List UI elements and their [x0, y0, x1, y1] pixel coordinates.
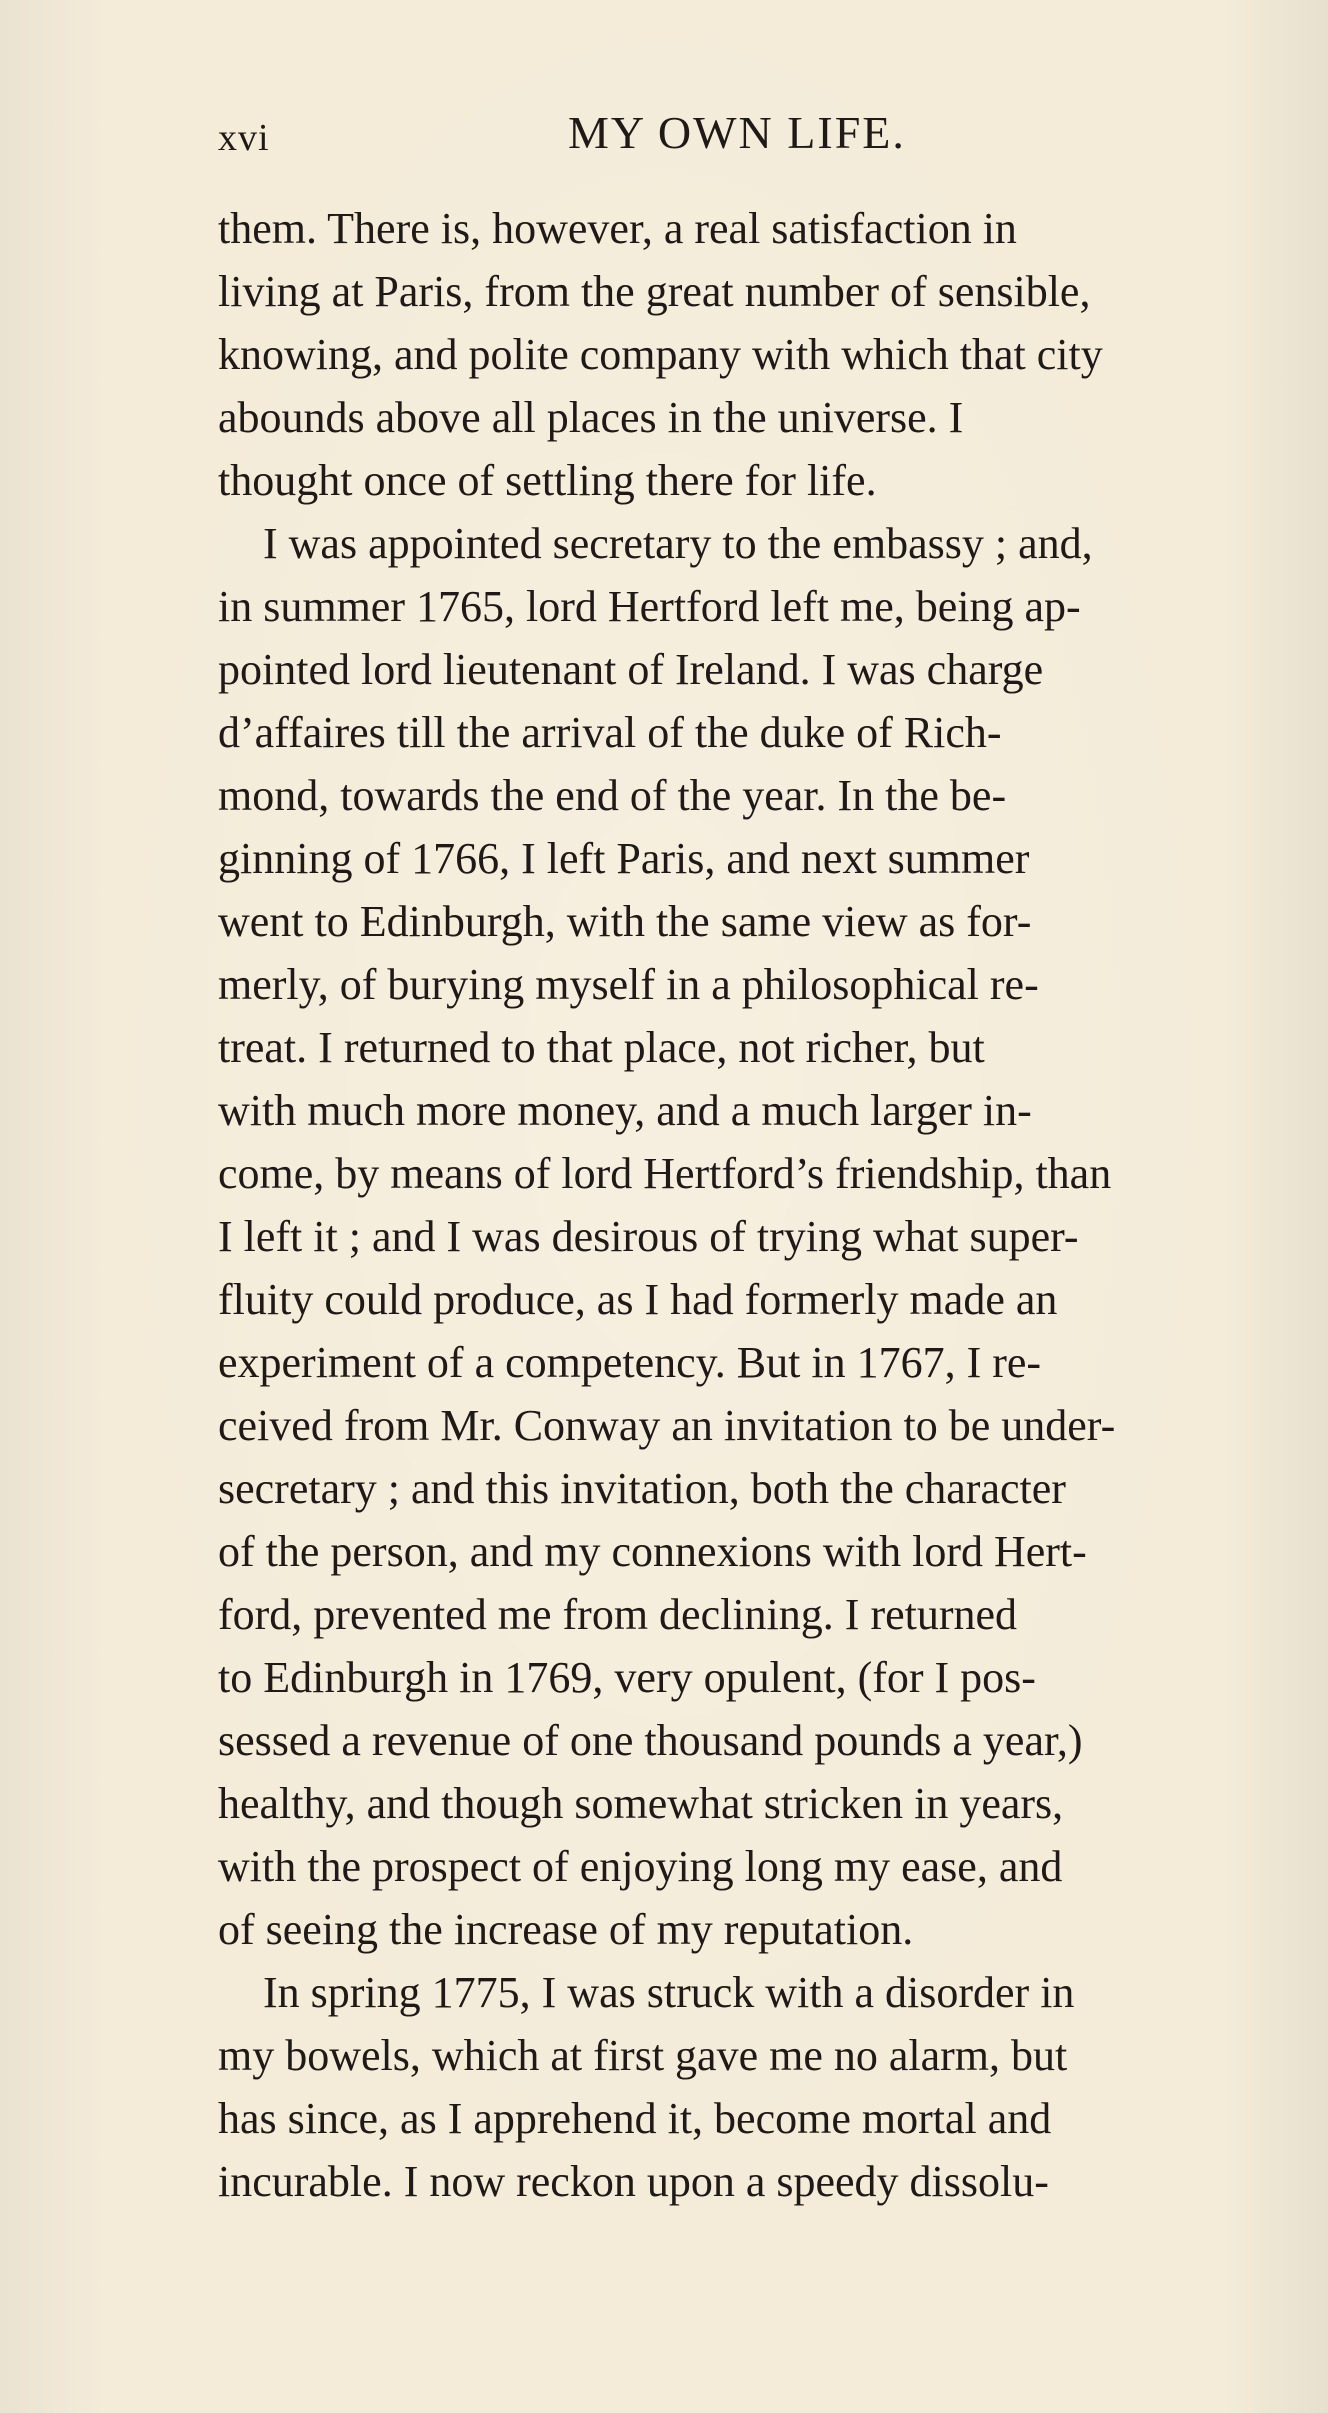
text-line: d’affaires till the arrival of the duke of Rich-: [218, 708, 1002, 757]
text-line: experiment of a competency. But in 1767, I re-: [218, 1338, 1042, 1387]
text-line: to Edinburgh in 1769, very opulent, (for I pos-: [218, 1653, 1036, 1702]
text-line: with the prospect of enjoying long my ease, and: [218, 1842, 1063, 1891]
text-line: In spring 1775, I was struck with a disorder in: [263, 1968, 1075, 2017]
text-line: abounds above all places in the universe. I: [218, 393, 964, 442]
text-line: of seeing the increase of my reputation.: [218, 1905, 914, 1954]
text-line: of the person, and my connexions with lord Hert-: [218, 1527, 1087, 1576]
running-title: MY OWN LIFE.: [568, 107, 906, 158]
text-line: them. There is, however, a real satisfaction in: [218, 204, 1017, 253]
text-line: thought once of settling there for life.: [218, 456, 877, 505]
text-line: has since, as I apprehend it, become mortal and: [218, 2094, 1052, 2143]
text-line: ford, prevented me from declining. I returned: [218, 1590, 1018, 1639]
page-number: xvi: [218, 117, 270, 159]
text-line: living at Paris, from the great number of sensible,: [218, 267, 1091, 316]
text-line: ceived from Mr. Conway an invitation to be under-: [218, 1401, 1116, 1450]
text-line: pointed lord lieutenant of Ireland. I was charge: [218, 645, 1044, 694]
text-line: fluity could produce, as I had formerly made an: [218, 1275, 1058, 1324]
text-line: incurable. I now reckon upon a speedy dissolu-: [218, 2157, 1049, 2206]
text-line: come, by means of lord Hertford’s friendship, than: [218, 1149, 1112, 1198]
text-line: secretary ; and this invitation, both the character: [218, 1464, 1066, 1513]
text-line: I was appointed secretary to the embassy ; and,: [263, 519, 1093, 568]
text-line: with much more money, and a much larger in-: [218, 1086, 1032, 1135]
text-line: I left it ; and I was desirous of trying what super-: [218, 1212, 1079, 1261]
text-line: healthy, and though somewhat stricken in years,: [218, 1779, 1064, 1828]
text-line: sessed a revenue of one thousand pounds a year,): [218, 1716, 1083, 1765]
text-line: in summer 1765, lord Hertford left me, being ap-: [218, 582, 1081, 631]
text-line: ginning of 1766, I left Paris, and next summer: [218, 834, 1030, 883]
text-line: merly, of burying myself in a philosophical re-: [218, 960, 1039, 1009]
text-line: my bowels, which at first gave me no alarm, but: [218, 2031, 1068, 2080]
text-line: treat. I returned to that place, not richer, but: [218, 1023, 985, 1072]
text-line: knowing, and polite company with which that city: [218, 330, 1103, 379]
page-header: [218, 106, 1228, 166]
text-line: went to Edinburgh, with the same view as for-: [218, 897, 1032, 946]
text-line: mond, towards the end of the year. In the be-: [218, 771, 1007, 820]
